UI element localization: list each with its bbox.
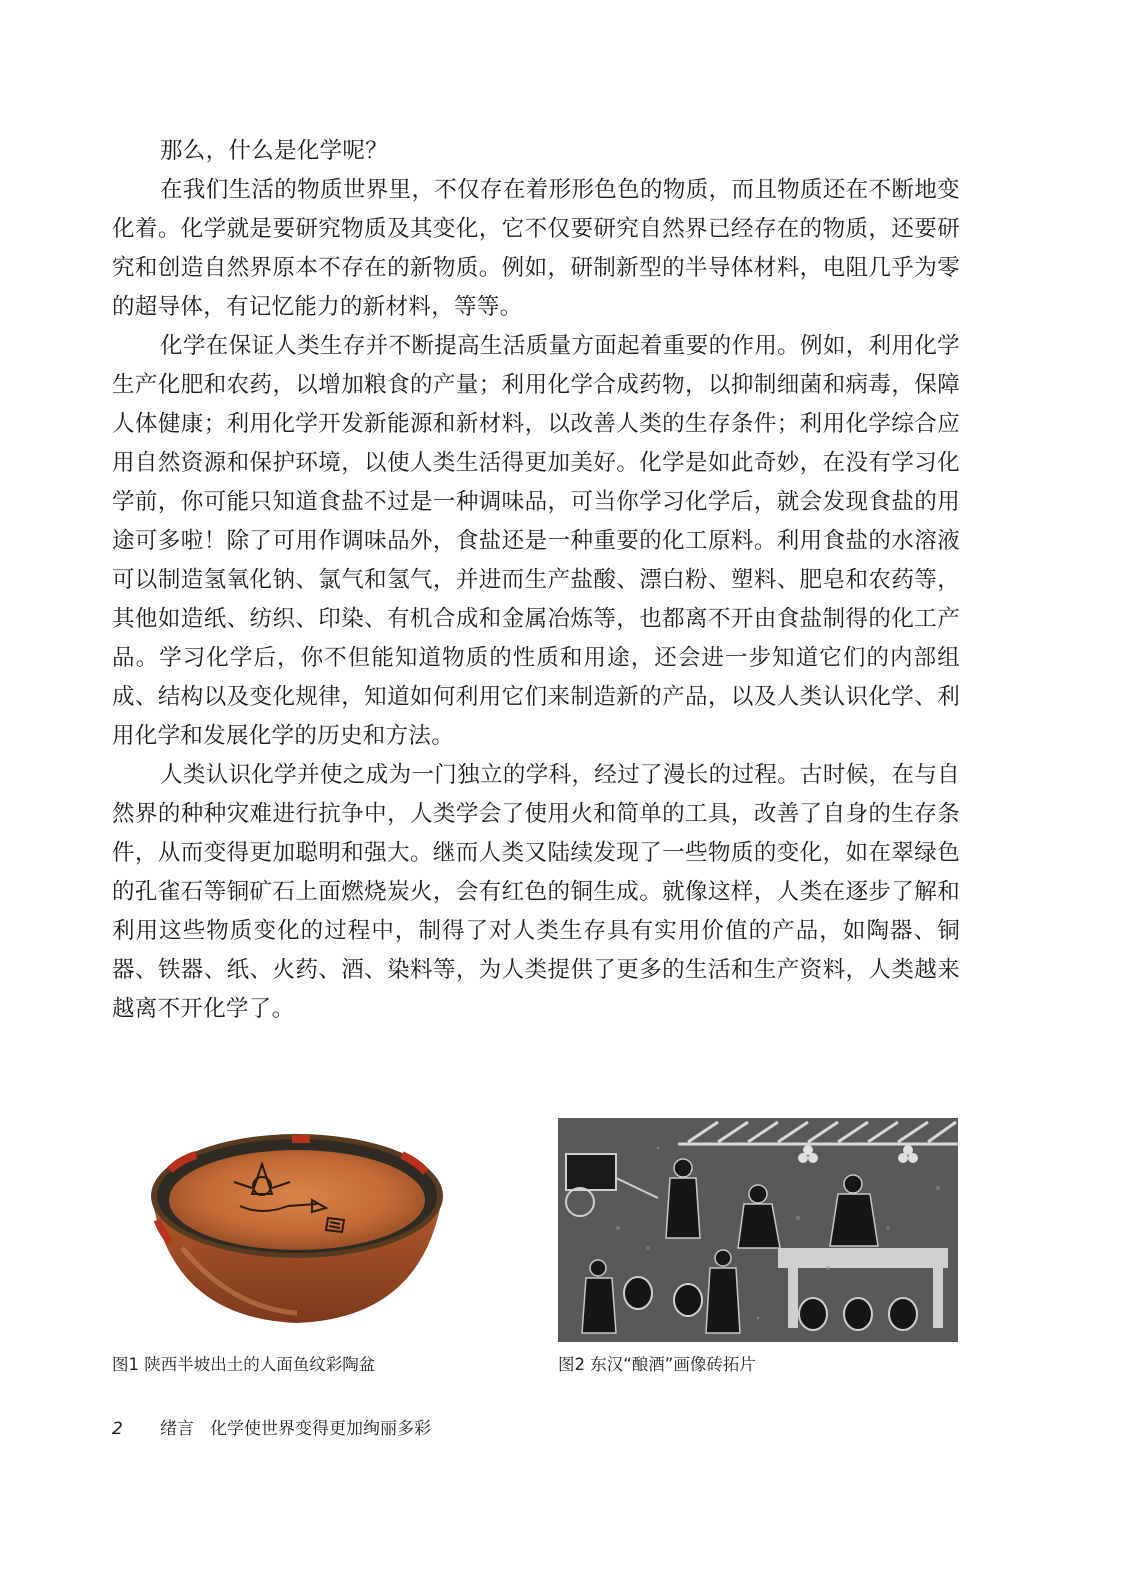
figure-1-caption: 图1 陕西半坡出土的人面鱼纹彩陶盆 <box>112 1355 376 1374</box>
paragraph: 在我们生活的物质世界里，不仅存在着形形色色的物质，而且物质还在不断地变化着。化学就是要研究物质及其变化，它不仅要研究自然界已经存在的物质，还要研究和创造自然界原本不存在的新物质。例如，研制新型的半导体材料，电阻几乎为零的超导体，有记忆能力的新材料，等等。 <box>112 177 960 320</box>
paragraph: 化学在保证人类生存并不断提高生活质量方面起着重要的作用。例如，利用化学生产化肥和农药，以增加粮食的产量；利用化学合成药物，以抑制细菌和病毒，保障人体健康；利用化学开发新能源和新材料，以改善人类的生存条件；利用化学综合应用自然资源和保护环境，以使人类生活得更加美好。化学是如此奇妙，在没有学习化学前，你可能只知道食盐不过是一种调味品，可当你学习化学后，就会发现食盐的用途可多啦！除了可用作调味品外，食盐还是一种重要的化工原料。利用食盐的水溶液可以制造氢氧化钠、氯气和氢气，并进而生产盐酸、漂白粉、塑料、肥皂和农药等，其他如造纸、纺织、印染、有机合成和金属冶炼等，也都离不开由食盐制得的化工产品。学习化学后，你不但能知道物质的性质和用途，还会进一步知道它们的内部组成、结构以及变化规律，知道如何利用它们来制造新的产品，以及人类认识化学、利用化学和发展化学的历史和方法。 <box>112 333 960 749</box>
page-number: 2 <box>112 1419 123 1439</box>
section-label: 绪言 <box>160 1419 194 1439</box>
chapter-title: 化学使世界变得更加绚丽多彩 <box>210 1419 431 1439</box>
figure-2-caption: 图2 东汉“酿酒”画像砖拓片 <box>558 1355 756 1374</box>
page-footer <box>112 1418 431 1440</box>
figure-pottery-basin <box>112 1108 482 1338</box>
paragraph: 人类认识化学并使之成为一门独立的学科，经过了漫长的过程。古时候，在与自然界的种种灾难进行抗争中，人类学会了使用火和简单的工具，改善了自身的生存条件，从而变得更加聪明和强大。继而人类又陆续发现了一些物质的变化，如在翠绿色的孔雀石等铜矿石上面燃烧炭火，会有红色的铜生成。就像这样，人类在逐步了解和利用这些物质变化的过程中，制得了对人类生存具有实用价值的产品，如陶器、铜器、铁器、纸、火药、酒、染料等，为人类提供了更多的生活和生产资料，人类越来越离不开化学了。 <box>112 762 960 1022</box>
pottery-basin-image <box>112 1108 482 1338</box>
brick-rubbing-image <box>558 1118 958 1342</box>
figure-brick-rubbing <box>558 1118 958 1342</box>
body-text <box>112 132 960 1029</box>
paragraph: 那么，什么是化学呢？ <box>160 138 389 164</box>
